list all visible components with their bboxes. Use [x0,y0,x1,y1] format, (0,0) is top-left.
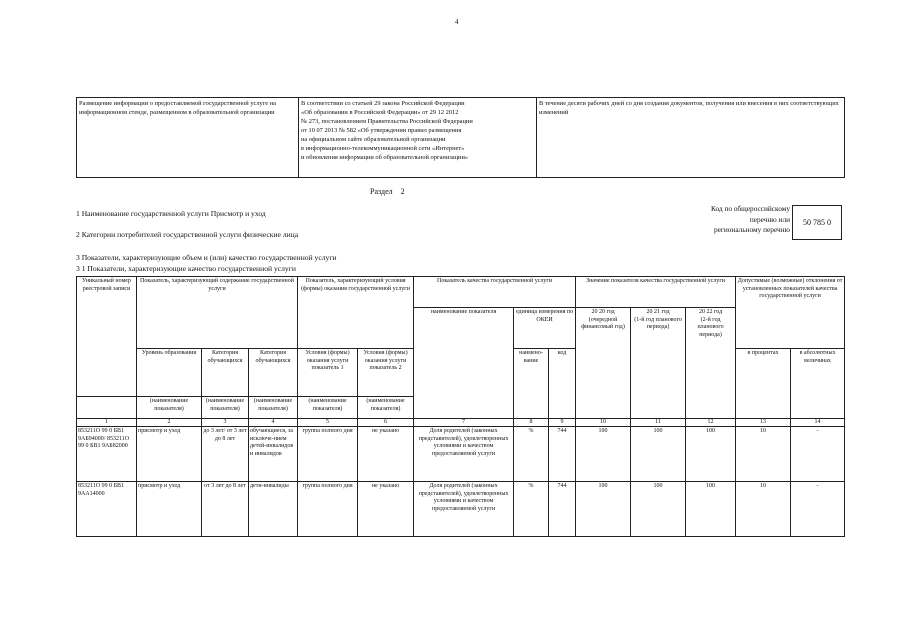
year-1-suffix: год [606,309,615,315]
header-name-note: (наименование показателя) [137,397,202,419]
legal-line: № 273, постановлением Правительства Российской Федерации [301,118,473,125]
cell-code: 744 [549,482,576,537]
okved-label-line: Код по общероссийскому [710,204,790,213]
column-number-row [77,419,845,427]
info-table [76,97,845,178]
header-name-note: (наименование показателя) [358,397,414,419]
header-indicator-name: наименование показателя [414,308,514,419]
header-content: Показатель, характеризующий содержание государственной услуги [137,277,298,349]
info-legal-basis-cell [299,98,537,178]
table-row [77,427,845,482]
legal-line: в информационно-телекоммуникационной сети «Интернет» [301,145,465,152]
year-3-note: (2-й год планового периода) [697,316,724,338]
okved-label-line: региональному перечню [714,225,790,235]
page-number: 4 [455,18,459,26]
header-category-1: Категория обучающихся [202,349,249,397]
header-name-note: (наименование показателя) [202,397,249,419]
cell-deviation-percent: 10 [736,482,791,537]
legal-line: на официальном сайте образовательной организации [301,136,446,143]
column-number: 10 [576,419,631,427]
legal-line: В соответствии со статьей 29 закона Российской Федерации [301,100,465,107]
column-number: 13 [736,419,791,427]
heading-3: 3 Показатели, характеризующие объем и (или) качество государственной услуги [76,253,337,262]
header-year-3 [686,308,736,419]
cell-age: от 3 лет до 8 лет [202,482,249,537]
header-year-2 [631,308,686,419]
cell-deviation-absolute: - [791,482,845,537]
cell-value-3: 100 [686,427,736,482]
header-unit: единица измерения по ОКЕИ [514,308,576,349]
header-registry: Уникальный номер реестровой записи [77,277,137,397]
column-number: 12 [686,419,736,427]
section-label: Раздел [370,187,393,196]
column-number: 2 [137,419,202,427]
year-1-prefix: 20 20 [591,309,605,315]
column-number: 1 [77,419,137,427]
header-condition-2: Условия (формы) оказания услуги показатель 2 [358,349,414,397]
header-conditions: Показатель, характеризующий условия (формы) оказания государственной услуги [298,277,414,349]
year-3-suffix: год [713,309,723,315]
column-number: 6 [358,419,414,427]
cell-value-1: 100 [576,427,631,482]
info-frequency-cell: В течение десяти рабочих дней со дня создания документов, получения или внесения в них соответствующих изменений [537,98,845,178]
cell-service: присмотр и уход [137,427,202,482]
quality-table [76,276,845,537]
section-heading [370,187,405,196]
column-number: 7 [414,419,514,427]
year-1-note: (очередной финансовый год) [581,316,625,331]
legal-line: «Об образовании в Российской Федерации» от 29 12 2012 [301,109,459,116]
heading-3-1: 3 1 Показатели, характеризующие качество государственной услуги [76,264,296,273]
cell-condition-2: не указано [358,482,414,537]
year-2-prefix: 20 21 [646,309,660,315]
header-empty [77,397,137,419]
year-2-note: (1-й год планового периода) [634,316,682,331]
header-category-2: Категория обучающихся [249,349,298,397]
header-percent: в процентах [736,349,791,419]
cell-code: 744 [549,427,576,482]
okved-label-line: перечню или [749,214,790,224]
column-number: 14 [791,419,845,427]
header-quality: Показатель качества государственной услуги [414,277,576,308]
cell-unit: % [514,427,549,482]
cell-category: дети-инвалиды [249,482,298,537]
legal-line: и обновления информации об образовательной организации» [301,154,469,161]
cell-deviation-percent: 10 [736,427,791,482]
column-number: 11 [631,419,686,427]
column-number: 8 [514,419,549,427]
consumer-category: 2 Категории потребителей государственной услуги физические лица [76,230,299,239]
header-condition-1: Условия (формы) оказания услуги показатель 1 [298,349,358,397]
table-row [77,482,845,537]
cell-age: до 3 лет/ от 3 лет до 8 лет [202,427,249,482]
header-name-note: (наименование показателя) [298,397,358,419]
okved-code-box: 50 785 0 [792,205,842,240]
info-placement-cell: Размещение информации о предоставляемой государственной услуге на информационном стенде, размещенном в образовательной организации [77,98,299,178]
cell-condition-1: группа полного дня [298,482,358,537]
cell-indicator: Доля родителей (законных представителей), удовлетворенных условиями и качеством предоставляемой услуги [414,482,514,537]
year-3-prefix: 20 22 [698,309,713,315]
cell-registry: 853211О 99 0 БВ1 9АБ94000/ 853211О 99 0 БВ1 9АБ82000 [77,427,137,482]
column-number: 3 [202,419,249,427]
header-value: Значение показателя качества государственной услуги [576,277,736,308]
column-number: 5 [298,419,358,427]
cell-value-2: 100 [631,482,686,537]
header-deviation: Допустимые (возможные) отклонения от установленных показателей качества государственной услуги [736,277,845,349]
cell-value-2: 100 [631,427,686,482]
header-unit-code: код [549,349,576,419]
okved-label [660,204,790,236]
cell-service: присмотр и уход [137,482,202,537]
service-name: 1 Наименование государственной услуги Присмотр и уход [76,209,266,218]
section-number: 2 [400,187,405,196]
column-number: 4 [249,419,298,427]
year-2-suffix: год [661,309,670,315]
cell-value-1: 100 [576,482,631,537]
header-name-note: (наименование показателя) [249,397,298,419]
header-unit-name: наимено-вание [514,349,549,419]
cell-unit: % [514,482,549,537]
cell-category: обучающиеся, за исключе-нием детей-инвалидов и инвалидов [249,427,298,482]
cell-value-3: 100 [686,482,736,537]
column-number: 9 [549,419,576,427]
header-year-1 [576,308,631,419]
header-absolute: в абсолютных величинах [791,349,845,419]
legal-line: от 10 07 2013 № 582 «Об утверждении правил размещения [301,127,462,134]
cell-indicator: Доля родителей (законных представителей), удовлетворенных условиями и качеством предоставляемой услуги [414,427,514,482]
cell-condition-2: не указано [358,427,414,482]
cell-registry: 853211О 99 0 БВ1 9АА14000 [77,482,137,537]
cell-deviation-absolute: - [791,427,845,482]
cell-condition-1: группа полного дня [298,427,358,482]
header-level: Уровень образования [137,349,202,397]
